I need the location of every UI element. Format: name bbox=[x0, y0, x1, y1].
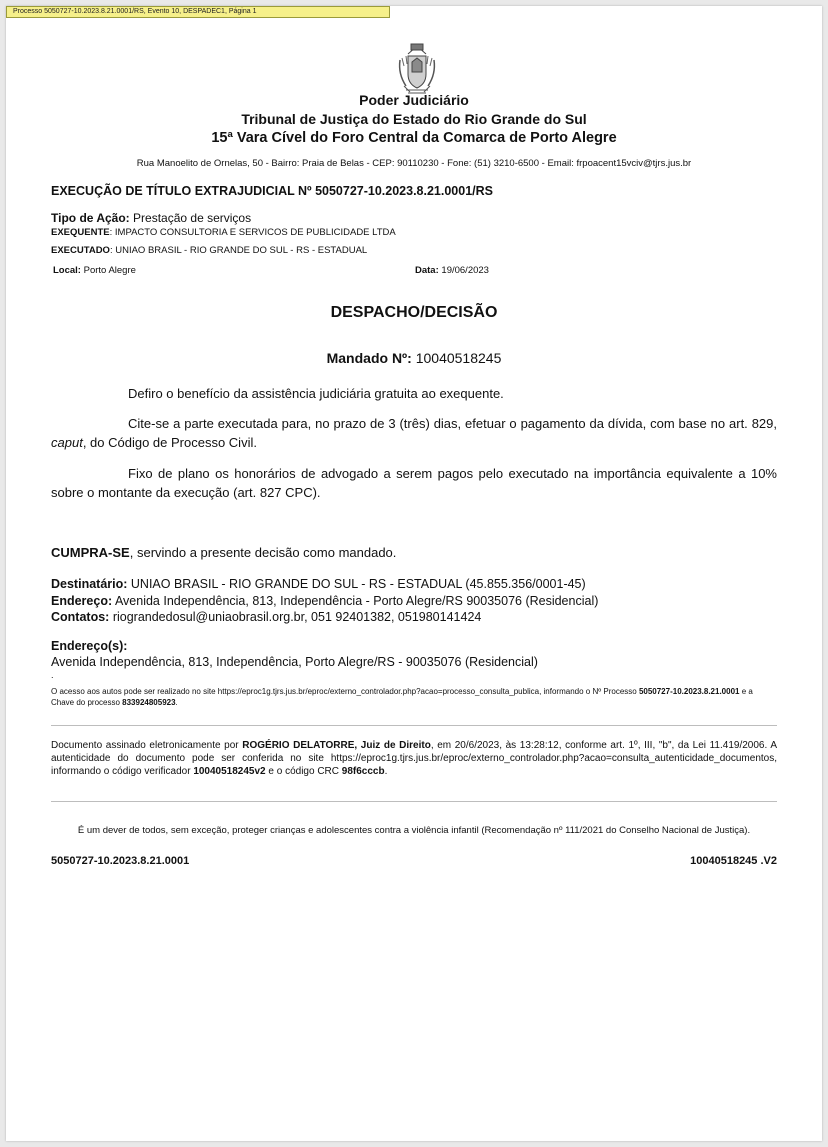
tipo-acao bbox=[51, 211, 251, 225]
enderecos-value: Avenida Independência, 813, Independência, Porto Alegre/RS - 90035076 (Residencial) bbox=[51, 655, 538, 669]
header-line1: Poder Judiciário bbox=[359, 92, 469, 108]
access-text-c: . bbox=[175, 697, 178, 707]
paragraph-3: Fixo de plano os honorários de advogado a serem pagos pelo executado na importância equivalente a 10% sobre o montante da execução (art. 827 CPC). bbox=[51, 466, 777, 500]
cumpra-text: , servindo a presente decisão como mandado. bbox=[129, 545, 397, 560]
access-processo: 5050727-10.2023.8.21.0001 bbox=[638, 687, 740, 696]
tipo-label: Tipo de Ação: bbox=[51, 211, 130, 225]
executado-value: : UNIAO BRASIL - RIO GRANDE DO SUL - RS - ESTADUAL bbox=[109, 245, 368, 256]
sig-text-c: e o código CRC bbox=[265, 766, 342, 777]
local-value: Porto Alegre bbox=[83, 265, 136, 276]
destinatario-label: Destinatário: bbox=[51, 577, 128, 591]
footer-process-id: 5050727-10.2023.8.21.0001 bbox=[51, 855, 190, 867]
decision-heading: DESPACHO/DECISÃO bbox=[330, 304, 498, 321]
court-address: Rua Manoelito de Ornelas, 50 - Bairro: Praia de Belas - CEP: 90110230 - Fone: (51) 3210-6500 - Email: frpoacent15vciv@tjrs.jus.br bbox=[136, 158, 692, 169]
p2-emphasis: caput bbox=[51, 435, 83, 450]
paragraph-1: Defiro o benefício da assistência judiciária gratuita ao exequente. bbox=[128, 386, 504, 401]
executado bbox=[51, 245, 367, 256]
tipo-value: Prestação de serviços bbox=[133, 211, 252, 225]
coat-of-arms-icon bbox=[394, 40, 440, 98]
cumpra-se-line bbox=[51, 543, 396, 562]
sig-text-a: Documento assinado eletronicamente por bbox=[51, 740, 243, 751]
signature-note bbox=[51, 739, 777, 778]
case-title: EXECUÇÃO DE TÍTULO EXTRAJUDICIAL Nº 5050727-10.2023.8.21.0001/RS bbox=[51, 184, 494, 198]
destinatario-line bbox=[51, 576, 598, 593]
access-text-b: e a Chave do processo bbox=[51, 687, 753, 707]
exequente bbox=[51, 227, 396, 238]
exequente-label: EXEQUENTE bbox=[51, 227, 110, 238]
access-note bbox=[51, 687, 777, 708]
divider-2 bbox=[51, 801, 777, 802]
contatos-label: Contatos: bbox=[51, 610, 110, 624]
local bbox=[53, 265, 136, 276]
paragraph-2 bbox=[51, 414, 777, 452]
endereco-label: Endereço: bbox=[51, 593, 113, 608]
enderecos-label: Endereço(s): bbox=[51, 639, 128, 653]
destinatario-value: UNIAO BRASIL - RIO GRANDE DO SUL - RS - ESTADUAL (45.855.356/0001-45) bbox=[130, 577, 586, 591]
executado-label: EXECUTADO bbox=[51, 245, 110, 256]
contatos-line bbox=[51, 609, 598, 626]
endereco-line bbox=[51, 593, 598, 610]
separator-dot: . bbox=[51, 670, 54, 680]
process-stamp: Processo 5050727-10.2023.8.21.0001/RS, Evento 10, DESPADEC1, Página 1 bbox=[6, 6, 390, 18]
data-value: 19/06/2023 bbox=[441, 265, 489, 276]
local-label: Local: bbox=[53, 265, 81, 276]
access-chave: 833924805923 bbox=[122, 697, 176, 707]
contatos-value: riograndedosul@uniaobrasil.org.br, 051 92401382, 051980141424 bbox=[112, 610, 482, 624]
recipient-block bbox=[51, 576, 598, 626]
p2-text-a: Cite-se a parte executada para, no prazo de 3 (três) dias, efetuar o pagamento da dívida, com base no art. 829, bbox=[128, 416, 777, 431]
sig-crc: 98f6cccb bbox=[341, 766, 385, 777]
mandado-value: 10040518245 bbox=[415, 350, 502, 366]
data bbox=[415, 265, 489, 276]
exequente-value: : IMPACTO CONSULTORIA E SERVICOS DE PUBLICIDADE LTDA bbox=[109, 227, 396, 238]
sig-text-b: , em 20/6/2023, às 13:28:12, conforme art. 1º, III, "b", da Lei 11.419/2006. A autenticidade do documento pode ser conferida no site https://eproc1g.tjrs.jus.br/eproc/externo_controlador.php?acao=consulta_autenticidade_documentos, informando o código verificador bbox=[51, 740, 777, 777]
access-text-a: O acesso aos autos pode ser realizado no site https://eproc1g.tjrs.jus.br/eproc/externo_controlador.php?acao=processo_consulta_publica, informando o Nº Processo bbox=[51, 687, 639, 696]
footer-notice: É um dever de todos, sem exceção, proteger crianças e adolescentes contra a violência infantil (Recomendação nº 111/2021 do Conselho Nacional de Justiça). bbox=[77, 825, 751, 836]
endereco-value: Avenida Independência, 813, Independência - Porto Alegre/RS 90035076 (Residencial) bbox=[114, 593, 599, 608]
sig-signer: ROGÉRIO DELATORRE, Juiz de Direito bbox=[242, 740, 431, 751]
footer-document-id: 10040518245 .V2 bbox=[690, 855, 777, 867]
sig-text-d: . bbox=[384, 766, 388, 777]
document-page bbox=[6, 6, 822, 1141]
header-line3: 15ª Vara Cível do Foro Central da Comarca de Porto Alegre bbox=[211, 130, 617, 146]
sig-codigo: 10040518245v2 bbox=[193, 766, 266, 777]
mandado-label: Mandado Nº: bbox=[326, 350, 412, 366]
p2-text-b: , do Código de Processo Civil. bbox=[82, 435, 257, 450]
divider-1 bbox=[51, 725, 777, 726]
data-label: Data: bbox=[415, 265, 439, 276]
header-line2: Tribunal de Justiça do Estado do Rio Grande do Sul bbox=[241, 111, 587, 127]
mandado-line bbox=[6, 350, 822, 366]
cumpra-label: CUMPRA-SE bbox=[51, 545, 130, 560]
